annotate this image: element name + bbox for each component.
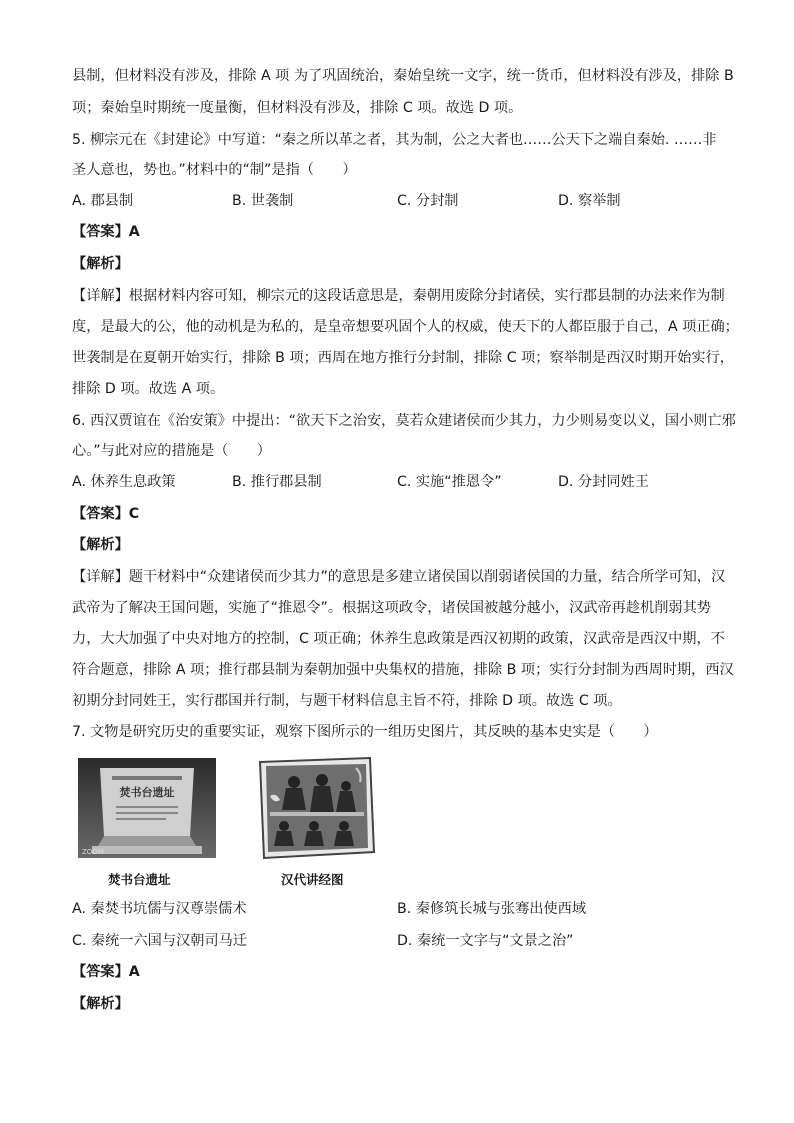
question-5-stem: 5. 柳宗元在《封建论》中写道：“秦之所以革之者，其为制，公之大者也……公天下之端自秦始. ……非 xyxy=(72,132,717,148)
text-line: 县制，但材料没有涉及，排除 A 项 为了巩固统治，秦始皇统一文字，统一货币，但材料没有涉及，排除 B xyxy=(72,68,734,84)
detail-line: 符合题意，排除 A 项；推行郡县制为秦朝加强中央集权的措施，排除 B 项；实行分封制为西周时期，西汉 xyxy=(72,662,734,678)
answer-label: 【答案】A xyxy=(72,964,140,980)
detail-line: 【详解】题干材料中“众建诸侯而少其力”的意思是多建立诸侯国以削弱诸侯国的力量，结合所学可知，汉 xyxy=(72,569,726,585)
option-a: A. 秦焚书坑儒与汉尊崇儒术 xyxy=(72,901,247,917)
option-d: D. 察举制 xyxy=(558,193,621,209)
option-b: B. 世袭制 xyxy=(232,193,294,209)
detail-line: 武帝为了解决王国问题，实施了“推恩令”。根据这项政令，诸侯国被越分越小，汉武帝再趁机削弱其势 xyxy=(72,600,711,616)
analysis-label: 【解析】 xyxy=(72,537,129,553)
option-a: A. 郡县制 xyxy=(72,193,134,209)
detail-line: 力，大大加强了中央对地方的控制，C 项正确；休养生息政策是西汉初期的政策，汉武帝是西汉中期，不 xyxy=(72,631,725,647)
analysis-label: 【解析】 xyxy=(72,996,129,1012)
detail-line: 【详解】根据材料内容可知，柳宗元的这段话意思是，秦朝用废除分封诸侯，实行郡县制的办法来作为制 xyxy=(72,288,725,304)
svg-text:ZOOM: ZOOM xyxy=(82,848,104,856)
text-line: 项；秦始皇时期统一度量衡，但材料没有涉及，排除 C 项。故选 D 项。 xyxy=(72,100,523,116)
analysis-label: 【解析】 xyxy=(72,256,129,272)
question-6-stem: 心。”与此对应的措施是（ ） xyxy=(72,443,271,459)
answer-label: 【答案】C xyxy=(72,506,140,522)
plaque-text: 焚书台遗址 xyxy=(119,786,175,799)
question-6-stem: 6. 西汉贾谊在《治安策》中提出：“欲天下之治安，莫若众建诸侯而少其力，力少则易变以义，国小则亡邪 xyxy=(72,413,736,429)
option-c: C. 分封制 xyxy=(397,193,459,209)
question-5-stem: 圣人意也，势也。”材料中的“制”是指（ ） xyxy=(72,162,357,178)
detail-line: 排除 D 项。故选 A 项。 xyxy=(72,381,225,397)
option-d: D. 分封同姓王 xyxy=(558,474,649,490)
option-b: B. 秦修筑长城与张骞出使西域 xyxy=(397,901,587,917)
option-c: C. 实施“推恩令” xyxy=(397,474,502,490)
option-c: C. 秦统一六国与汉朝司马迁 xyxy=(72,933,247,949)
option-b: B. 推行郡县制 xyxy=(232,474,322,490)
option-d: D. 秦统一文字与“文景之治” xyxy=(397,933,574,949)
figure-caption: 汉代讲经图 xyxy=(281,872,344,887)
question-7-stem: 7. 文物是研究历史的重要实证，观察下图所示的一组历史图片，其反映的基本史实是（ ） xyxy=(72,724,658,740)
figure-caption: 焚书台遗址 xyxy=(108,872,171,887)
detail-line: 度，是最大的公，他的动机是为私的，是皇帝想要巩固个人的权威，使天下的人都臣服于自己，A 项正确； xyxy=(72,319,739,335)
detail-line: 世袭制是在夏朝开始实行，排除 B 项；西周在地方推行分封制，排除 C 项；察举制是西汉时期开始实行， xyxy=(72,350,734,366)
han-lecture-rubbing-image xyxy=(256,756,376,860)
burning-books-site-photo xyxy=(78,758,216,858)
option-a: A. 休养生息政策 xyxy=(72,474,176,490)
detail-line: 初期分封同姓王，实行郡国并行制，与题干材料信息主旨不符，排除 D 项。故选 C 项。 xyxy=(72,693,622,709)
answer-label: 【答案】A xyxy=(72,224,140,240)
